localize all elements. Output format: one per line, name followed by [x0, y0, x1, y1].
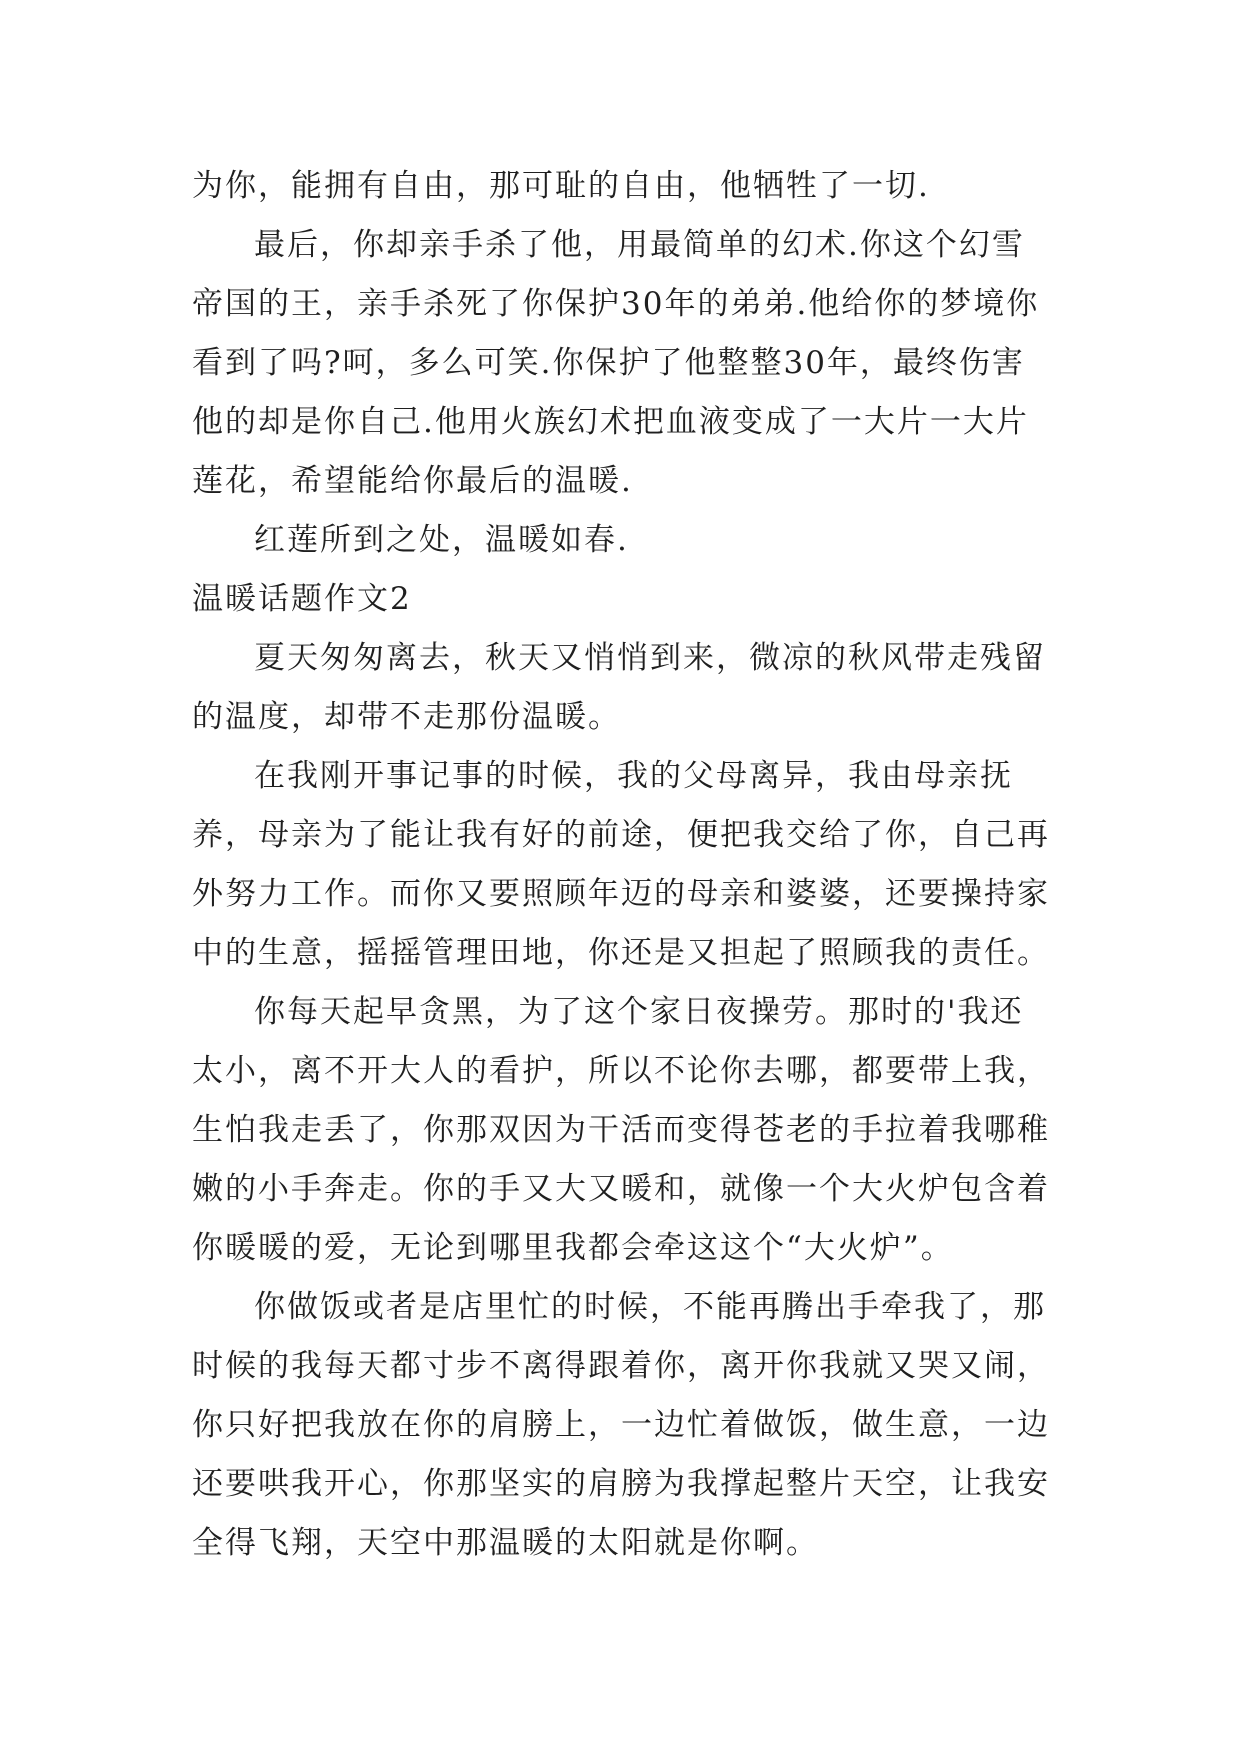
- paragraph: 最后，你却亲手杀了他，用最简单的幻术.你这个幻雪帝国的王，亲手杀死了你保护30年的弟弟.他给你的梦境你看到了吗?呵，多么可笑.你保护了他整整30年，最终伤害他的却是你自己.他用火族幻术把血液变成了一大片一大片莲花，希望能给你最后的温暖.: [192, 227, 1040, 499]
- paragraph: 在我刚开事记事的时候，我的父母离异，我由母亲抚养，母亲为了能让我有好的前途，便把我交给了你，自己再外努力工作。而你又要照顾年迈的母亲和婆婆，还要操持家中的生意，摇摇管理田地，你还是又担起了照顾我的责任。: [192, 758, 1050, 971]
- paragraph: 红莲所到之处，温暖如春.: [254, 522, 629, 558]
- paragraph: 为你，能拥有自由，那可耻的自由，他牺牲了一切.: [192, 168, 930, 204]
- paragraph: 你每天起早贪黑，为了这个家日夜操劳。那时的'我还太小，离不开大人的看护，所以不论你去哪，都要带上我，生怕我走丢了，你那双因为干活而变得苍老的手拉着我哪稚嫩的小手奔走。你的手又大又暖和，就像一个大火炉包含着你暖暖的爱，无论到哪里我都会牵这这个“大火炉”。: [192, 994, 1050, 1266]
- paragraph: 你做饭或者是店里忙的时候，不能再腾出手牵我了，那时候的我每天都寸步不离得跟着你，离开你我就又哭又闹，你只好把我放在你的肩膀上，一边忙着做饭，做生意，一边还要哄我开心，你那坚实的肩膀为我撑起整片天空，让我安全得飞翔，天空中那温暖的太阳就是你啊。: [192, 1289, 1050, 1561]
- section-heading: 温暖话题作文2: [192, 581, 412, 617]
- document-body: [192, 157, 1052, 1573]
- paragraph: 夏天匆匆离去，秋天又悄悄到来，微凉的秋风带走残留的温度，却带不走那份温暖。: [192, 640, 1046, 735]
